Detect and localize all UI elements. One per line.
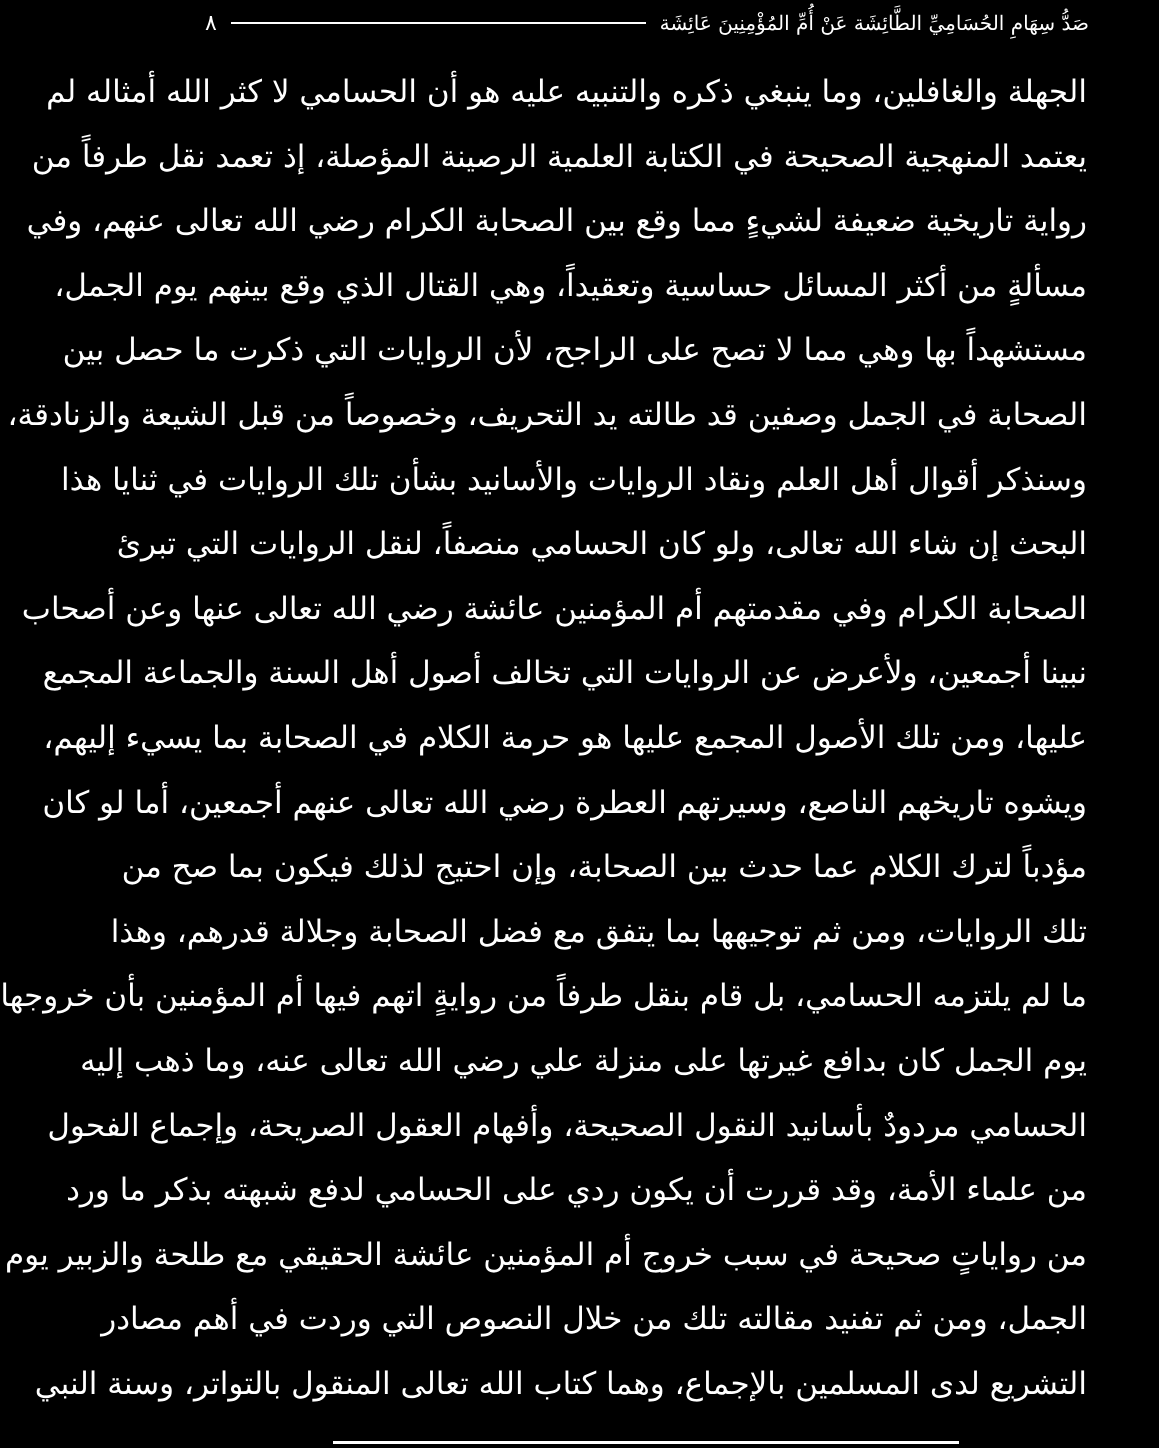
text-line: التشريع لدى المسلمين بالإجماع، وهما كتاب الله تعالى المنقول بالتواتر، وسنة النبي	[34, 1365, 1087, 1402]
text-line: رواية تاريخية ضعيفة لشيءٍ مما وقع بين الصحابة الكرام رضي الله تعالى عنهم، وفي	[26, 203, 1087, 240]
text-line: الصحابة في الجمل وصفين قد طالته يد التحريف، وخصوصاً من قبل الشيعة والزنادقة،	[7, 396, 1087, 433]
text-line: وسنذكر أقوال أهل العلم ونقاد الروايات والأسانيد بشأن تلك الروايات في ثنايا هذا	[61, 461, 1087, 498]
text-line: عليها، ومن تلك الأصول المجمع عليها هو حرمة الكلام في الصحابة بما يسيء إليهم،	[43, 719, 1087, 756]
text-line: يعتمد المنهجية الصحيحة في الكتابة العلمية الرصينة المؤصلة، إذ تعمد نقل طرفاً من	[31, 138, 1087, 175]
page-number: ٨	[205, 10, 217, 36]
footer-rule	[333, 1441, 959, 1444]
running-header	[205, 6, 1089, 40]
body-text	[0, 60, 1087, 1416]
text-line: من رواياتٍ صحيحة في سبب خروج أم المؤمنين عائشة الحقيقي مع طلحة والزبير يوم	[4, 1236, 1087, 1273]
header-rule	[231, 22, 646, 24]
text-line: تلك الروايات، ومن ثم توجيهها بما يتفق مع فضل الصحابة وجلالة قدرهم، وهذا	[110, 913, 1087, 950]
text-line: مستشهداً بها وهي مما لا تصح على الراجح، لأن الروايات التي ذكرت ما حصل بين	[62, 332, 1087, 369]
text-line: يوم الجمل كان بدافع غيرتها على منزلة علي رضي الله تعالى عنه، وما ذهب إليه	[80, 1042, 1087, 1079]
text-line: مسألةٍ من أكثر المسائل حساسية وتعقيداً، وهي القتال الذي وقع بينهم يوم الجمل،	[54, 267, 1087, 304]
text-line: الجمل، ومن ثم تفنيد مقالته تلك من خلال النصوص التي وردت في أهم مصادر	[101, 1301, 1087, 1338]
running-header-title: صَدُّ سِهَامِ الحُسَامِيِّ الطَّائِشَة عَنْ أُمِّ المُؤْمِنِينَ عَائِشَة	[659, 11, 1089, 35]
text-line: الجهلة والغافلين، وما ينبغي ذكره والتنبيه عليه هو أن الحسامي لا كثر الله أمثاله لم	[46, 74, 1087, 110]
text-line: البحث إن شاء الله تعالى، ولو كان الحسامي منصفاً، لنقل الروايات التي تبرئ	[116, 526, 1087, 563]
text-line: من علماء الأمة، وقد قررت أن يكون ردي على الحسامي لدفع شبهته بذكر ما ورد	[66, 1172, 1087, 1209]
text-line: نبينا أجمعين، ولأعرض عن الروايات التي تخالف أصول أهل السنة والجماعة المجمع	[42, 655, 1087, 692]
text-line: الصحابة الكرام وفي مقدمتهم أم المؤمنين عائشة رضي الله تعالى عنها وعن أصحاب	[21, 590, 1087, 627]
text-line: ويشوه تاريخهم الناصع، وسيرتهم العطرة رضي الله تعالى عنهم أجمعين، أما لو كان	[42, 784, 1087, 821]
text-line: ما لم يلتزمه الحسامي، بل قام بنقل طرفاً من روايةٍ اتهم فيها أم المؤمنين بأن خروجها	[0, 978, 1087, 1015]
text-line: مؤدباً لترك الكلام عما حدث بين الصحابة، وإن احتيج لذلك فيكون بما صح من	[121, 849, 1087, 886]
text-line: الحسامي مردودٌ بأسانيد النقول الصحيحة، وأفهام العقول الصريحة، وإجماع الفحول	[47, 1107, 1087, 1144]
